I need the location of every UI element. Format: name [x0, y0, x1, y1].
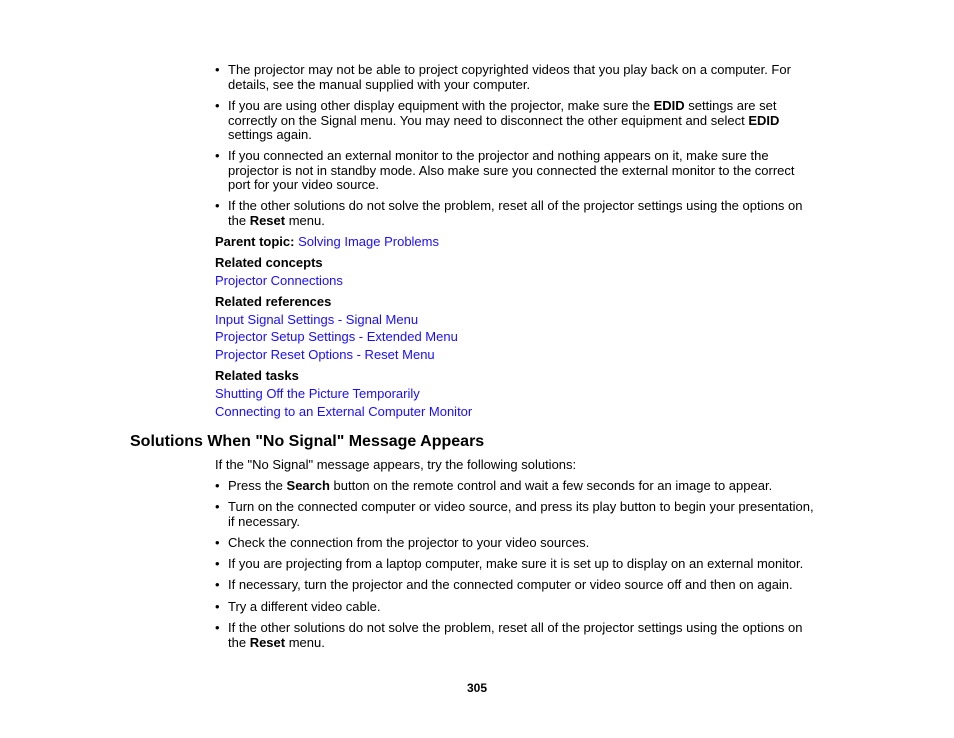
- link-connecting-external-monitor[interactable]: Connecting to an External Computer Monitor: [215, 404, 473, 419]
- link-input-signal-settings[interactable]: Input Signal Settings - Signal Menu: [215, 312, 419, 327]
- link-shutting-off-picture[interactable]: Shutting Off the Picture Temporarily: [215, 386, 420, 401]
- bullet-dot: •: [215, 577, 220, 592]
- related-references-label: Related references: [215, 294, 332, 309]
- bullet-dot: •: [215, 556, 220, 571]
- parent-topic-label: Parent topic:: [215, 234, 295, 249]
- related-concepts-label: Related concepts: [215, 255, 323, 270]
- bullet-text: If you are using other display equipment with the projector, make sure the EDID settings are set correctly on the Signal menu. You may need to disconnect the other equipment and select EDID settings again.: [228, 98, 780, 143]
- bullet-text: Try a different video cable.: [228, 599, 381, 614]
- bullet-text: Check the connection from the projector to your video sources.: [228, 535, 590, 550]
- parent-topic: [215, 235, 439, 250]
- bullet-text: If necessary, turn the projector and the connected computer or video source off and then on again.: [228, 577, 793, 592]
- bullet-text: Press the Search button on the remote control and wait a few seconds for an image to appear.: [228, 478, 773, 493]
- bullet-text: If you connected an external monitor to the projector and nothing appears on it, make sure the projector is not in standby mode. Also make sure you connected the external monitor to the correct port for your video source.: [228, 148, 795, 193]
- bullet-text: If the other solutions do not solve the problem, reset all of the projector settings using the options on the Reset menu.: [228, 620, 803, 650]
- bullet-dot: •: [215, 599, 220, 614]
- section-heading: Solutions When "No Signal" Message Appears: [130, 433, 485, 450]
- bullet-dot: •: [215, 535, 220, 550]
- bullet-dot: •: [215, 478, 220, 493]
- section-intro: If the "No Signal" message appears, try the following solutions:: [215, 457, 577, 472]
- related-tasks-label: Related tasks: [215, 368, 299, 383]
- bullet-text: If you are projecting from a laptop computer, make sure it is set up to display on an external monitor.: [228, 556, 804, 571]
- link-projector-connections[interactable]: Projector Connections: [215, 273, 343, 288]
- bullet-dot: •: [215, 620, 220, 635]
- bullet-text: The projector may not be able to project copyrighted videos that you play back on a computer. For details, see the manual supplied with your computer.: [228, 62, 791, 92]
- bullet-dot: •: [215, 62, 220, 77]
- bullet-dot: •: [215, 499, 220, 514]
- bullet-dot: •: [215, 198, 220, 213]
- page-number: 305: [466, 681, 488, 695]
- bullet-text: Turn on the connected computer or video source, and press its play button to begin your presentation, if necessary.: [228, 499, 814, 529]
- link-projector-reset-options[interactable]: Projector Reset Options - Reset Menu: [215, 347, 435, 362]
- link-solving-image-problems[interactable]: Solving Image Problems: [298, 234, 439, 249]
- link-projector-setup-settings[interactable]: Projector Setup Settings - Extended Menu: [215, 329, 458, 344]
- bullet-text: If the other solutions do not solve the problem, reset all of the projector settings using the options on the Reset menu.: [228, 198, 803, 228]
- bullet-dot: •: [215, 98, 220, 113]
- bullet-dot: •: [215, 148, 220, 163]
